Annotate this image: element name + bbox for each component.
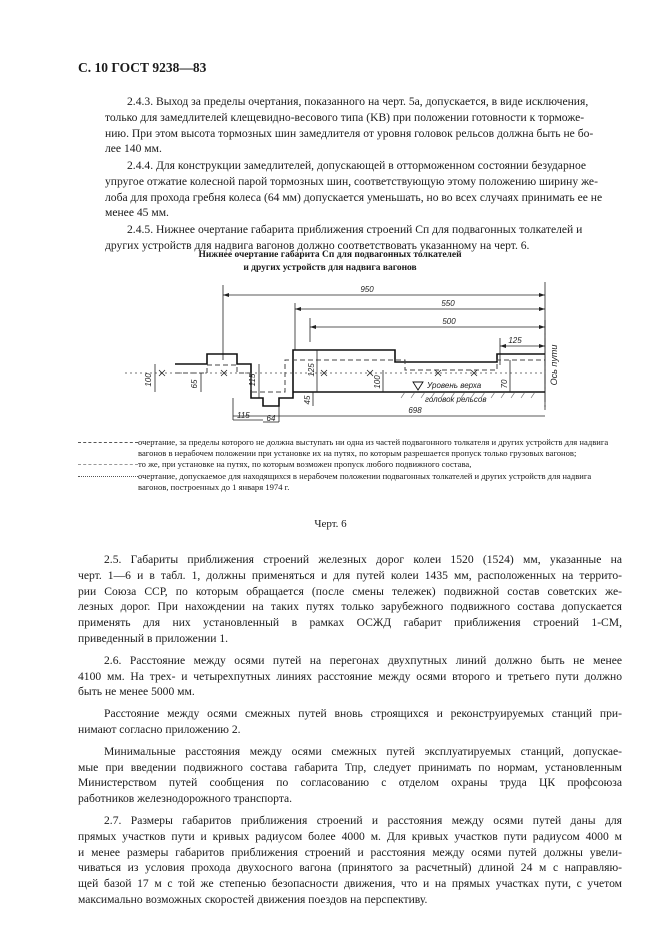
text-line: 4100 мм. На трех- и четырехпутных линиях расстояние между осями второго и третьего пути должно: [78, 669, 622, 683]
dim-115-bottom: 115: [237, 411, 250, 420]
legend-text: очертание, за пределы которого не должна выступать ни одна из частей подвагонного толкателя и других устройств для надвига вагонов в нерабочем положении при установке их на путях, по которым разрешается пропуск только грузовых вагонов;: [138, 437, 609, 459]
dimension-lines: [223, 282, 545, 422]
text-line: и менее размеры габаритов приближения строений и расстояния между осями путей должны увели-: [78, 845, 622, 859]
section-2-4-3: [105, 94, 622, 157]
text-line: мые при введении подвижного состава габарита Тпр, следует принимать по нормам, установленным: [78, 760, 622, 774]
dim-45: 45: [303, 395, 312, 405]
clearance-drawing: [105, 280, 565, 435]
text-line: применять для них установленный в рамках ОСЖД габарит приближения строений 1-СМ,: [78, 616, 622, 630]
text-line: только для замедлителей клещевидно-весового типа (KB) при положении готовности к торможе-: [105, 110, 585, 124]
paragraph-minimum: [78, 744, 622, 807]
outline-variant: [175, 360, 545, 392]
page-header: С. 10 ГОСТ 9238—83: [78, 60, 207, 75]
paragraph-stations: [78, 706, 622, 738]
legend-text: то же, при установке на путях, по которым возможен пропуск любого подвижного состава,: [138, 459, 472, 470]
section-2-7: [78, 813, 622, 908]
section-2-4-4: [105, 158, 622, 221]
dim-70: 70: [500, 379, 509, 389]
figure-legend: [78, 437, 623, 493]
text-line: максимально возможных скоростей движения поездов на перспективу.: [78, 892, 428, 906]
legend-item: [78, 459, 623, 470]
legend-text: очертание, допускаемое для находящихся в нерабочем положении подвагонных толкателей и других устройств для надвига вагонов, построенных до 1 января 1974 г.: [138, 470, 592, 492]
dim-500: 500: [442, 317, 456, 326]
text-line: 2.4.4. Для конструкции замедлителей, допускающей в отторможенном состоянии безударное: [127, 159, 587, 172]
text-line: менее 45 мм.: [105, 206, 169, 220]
text-line: упругое отжатие колесной парой тормозных шин, соответствующую этому положению ширину же-: [105, 174, 598, 188]
text-line: прямых участков пути и кривых радиусом более 4000 м. Для кривых участков пути радиусом 4000 м: [78, 829, 622, 843]
dim-100a: 100: [144, 373, 153, 387]
text-line: приведенный в приложении 1.: [78, 631, 229, 645]
dim-550: 550: [441, 299, 455, 308]
section-2-5: [78, 552, 622, 647]
text-line: рии Союза ССР, по которым обращается (после смены тележек) подвижной состав советских же-: [78, 584, 622, 598]
figure-title: [140, 249, 520, 275]
text-line: лее 140 мм.: [105, 142, 162, 156]
body-text: [78, 552, 622, 914]
dim-64: 64: [266, 414, 276, 423]
dim-125-vertical: 125: [307, 363, 316, 377]
figure-title-line: и других устройств для надвига вагонов: [243, 263, 417, 273]
legend-line-dashed: [78, 442, 138, 443]
text-line: щей базой 17 м с той же степенью безопасности движения, что и на прямых участках пути, с учетом: [78, 877, 622, 891]
legend-item: [78, 437, 623, 459]
text-line: Министерством путей сообщения по согласованию с отделом охраны труда ЦК профсоюза: [78, 776, 622, 790]
section-2-6: [78, 653, 622, 700]
outline-main: [175, 350, 545, 406]
text-line: чиваться из условия прохода двухосного вагона (принятого за расчетный) длиной 24 м с направляю-: [78, 861, 622, 875]
text-line: лоба для прохода гребня колеса (64 мм) допускается уменьшать, но во всех случаях принимать ее не: [105, 190, 603, 204]
text-line: быть не менее 5000 мм.: [78, 685, 195, 699]
text-line: нию. При этом высота тормозных шин замедлителя от уровня головок рельсов должна быть не бо-: [105, 126, 594, 140]
rail-label-1: Уровень верха: [427, 381, 482, 390]
text-line: 2.4.3. Выход за пределы очертания, показанного на черт. 5а, допускается, в виде исключения,: [127, 95, 589, 108]
text-line: Минимальные расстояния между осями смежных путей эксплуатируемых станций, допускае-: [104, 744, 622, 758]
dim-115: 115: [248, 373, 257, 387]
legend-line-dotted: [78, 476, 138, 477]
text-line: 2.5. Габариты приближения строений железных дорог колеи 1520 (1524) мм, указанные на: [104, 553, 622, 566]
figure-caption: Черт. 6: [314, 518, 347, 530]
text-line: черт. 1—6 и в табл. 1, должны применяться и для путей колеи 1435 мм, расположенных на террито-: [78, 568, 622, 582]
dim-125: 125: [508, 336, 522, 345]
text-line: 2.4.5. Нижнее очертание габарита приближения строений Сп для подвагонных толкателей и: [127, 223, 583, 236]
rail-label-2: головок рельсов: [425, 395, 487, 404]
dim-65: 65: [190, 379, 199, 389]
text-line: лезных дорог. При нахождении на таких путях только зарубежного подвижного состава допускается: [78, 600, 622, 614]
dimension-arrows: [223, 293, 545, 348]
dim-100b: 100: [373, 375, 382, 389]
legend-item: [78, 471, 623, 493]
vertical-dimension-lines: [155, 320, 545, 406]
text-line: работников железнодорожного транспорта.: [78, 792, 293, 806]
dim-950: 950: [360, 285, 374, 294]
legend-line-crossed: [78, 464, 138, 465]
text-line: Расстояние между осями смежных путей вновь строящихся и реконструируемых станций при-: [104, 707, 622, 721]
axis-label: Ось пути: [549, 344, 559, 386]
text-line: других устройств для надвига вагонов должно соответствовать указанному на черт. 6.: [105, 238, 530, 252]
figure-title-line: Нижнее очертание габарита Сп для подвагонных толкателей: [198, 250, 462, 260]
text-line: 2.7. Размеры габаритов приближения строений и расстояния между осями путей даны для: [104, 813, 622, 827]
rail-level-marker: [413, 382, 423, 390]
text-line: нимают согласно приложению 2.: [78, 722, 241, 736]
text-line: 2.6. Расстояние между осями путей на перегонах двухпутных линий должно быть не менее: [104, 653, 622, 667]
dim-698: 698: [408, 406, 422, 415]
